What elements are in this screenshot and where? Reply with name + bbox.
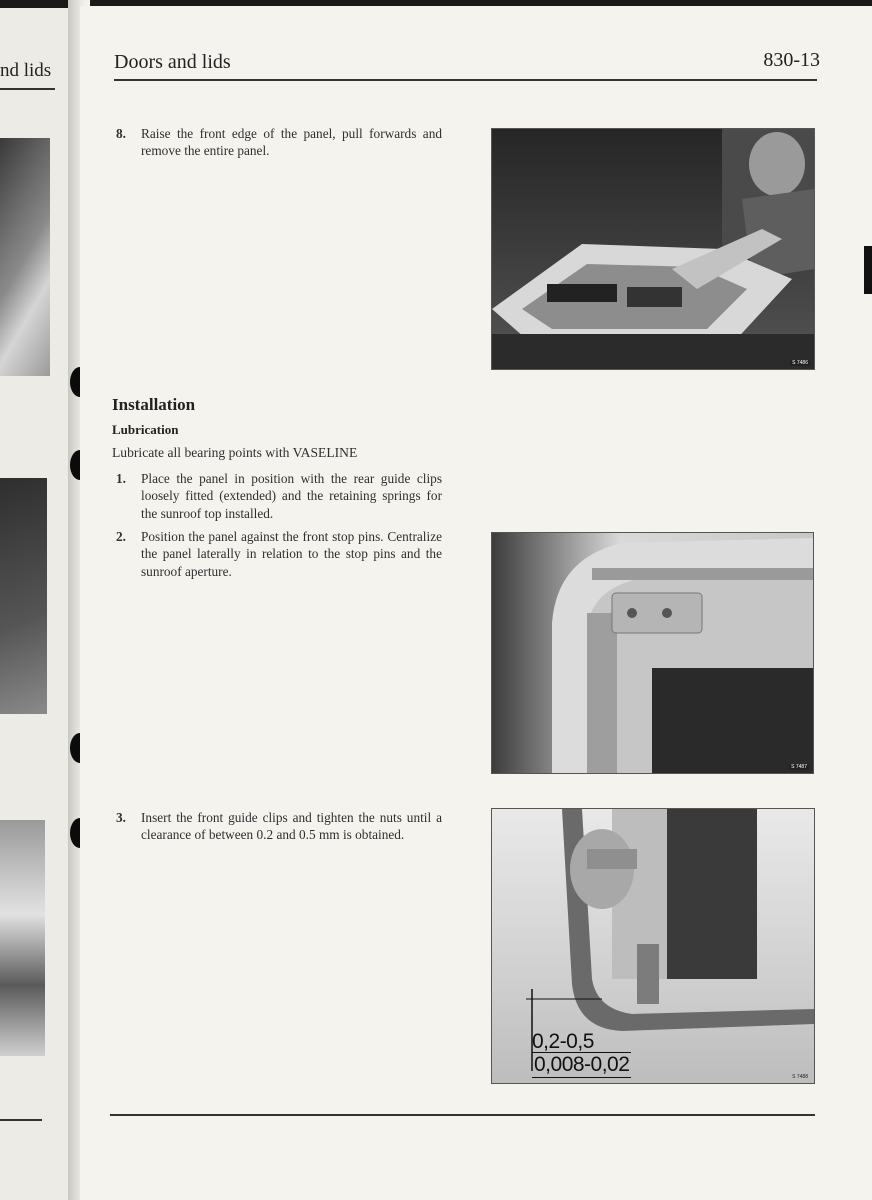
step-1 [116, 470, 442, 522]
previous-page-edge [0, 8, 78, 1200]
previous-page-photo [0, 138, 50, 376]
step-number: 3. [116, 810, 126, 825]
previous-page-footer-rule [0, 1119, 42, 1121]
photo-stop-pins-illustration [492, 533, 813, 773]
photo-remove-panel-illustration [492, 129, 814, 369]
previous-page-header: nd lids [0, 60, 52, 81]
photo-stop-pins [491, 532, 814, 774]
step-8 [116, 125, 442, 160]
step-text: Position the panel against the front stop pins. Centralize the panel laterally in relation to the stop pins and the sunroof aperture. [141, 529, 442, 579]
photo-code: S 7488 [792, 1074, 808, 1080]
section-tab-marker [864, 246, 872, 294]
page-title: Doors and lids [114, 51, 231, 73]
header-rule [114, 79, 817, 81]
previous-page-photo [0, 478, 47, 714]
previous-page-photo [0, 820, 45, 1056]
step-text: Place the panel in position with the rear guide clips loosely fitted (extended) and the retaining springs for the sunroof top installed. [141, 471, 442, 521]
photo-code: S 7487 [791, 764, 807, 770]
lubrication-subheading: Lubrication [112, 422, 179, 437]
footer-rule [110, 1114, 815, 1116]
previous-page-header-rule [0, 88, 55, 90]
step-number: 8. [116, 126, 126, 141]
step-text: Insert the front guide clips and tighten the nuts until a clearance of between 0.2 and 0.5 mm is obtained. [141, 810, 442, 843]
photo-front-guide-clips [491, 808, 815, 1084]
clearance-inch: 0,008-0,02 [534, 1053, 630, 1076]
step-number: 2. [116, 529, 126, 544]
manual-page [80, 6, 872, 1200]
lubrication-text: Lubricate all bearing points with VASELINE [112, 445, 358, 460]
installation-heading: Installation [112, 395, 196, 414]
step-text: Raise the front edge of the panel, pull forwards and remove the entire panel. [141, 126, 442, 159]
photo-remove-panel [491, 128, 815, 370]
step-2 [116, 528, 442, 580]
clearance-mm: 0,2-0,5 [532, 1030, 594, 1053]
page-number: 830-13 [763, 49, 820, 71]
step-3 [116, 809, 442, 844]
step-number: 1. [116, 471, 126, 486]
photo-code: S 7486 [792, 360, 808, 366]
